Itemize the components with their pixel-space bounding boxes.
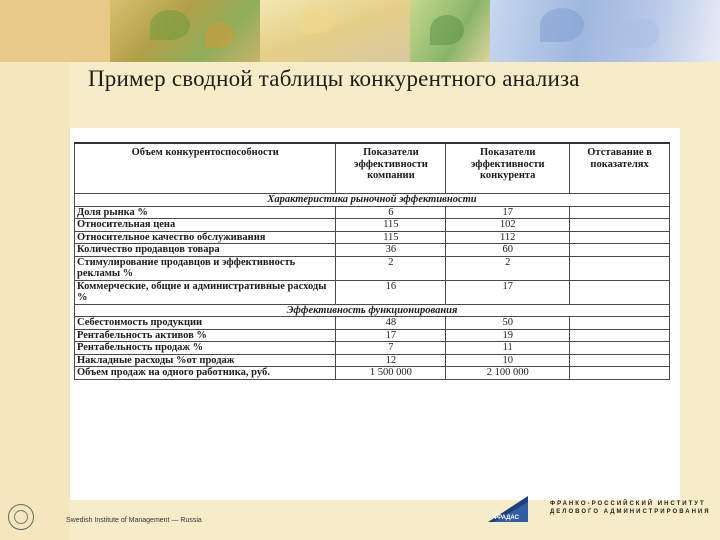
header-company: Показатели эффективности компании xyxy=(336,143,446,194)
row-name: Объем продаж на одного работника, руб. xyxy=(75,367,336,380)
competitor-value: 19 xyxy=(446,329,570,342)
competitor-value: 2 xyxy=(446,256,570,280)
sidebar-decoration xyxy=(0,62,70,540)
gap-value xyxy=(570,329,670,342)
competitor-value: 10 xyxy=(446,354,570,367)
header-capacity: Объем конкурентоспособности xyxy=(75,143,336,194)
gap-value xyxy=(570,231,670,244)
gap-value xyxy=(570,354,670,367)
company-value: 1 500 000 xyxy=(336,367,446,380)
scanned-document xyxy=(70,128,680,500)
gap-value xyxy=(570,342,670,355)
institute-name xyxy=(550,500,718,516)
gap-value xyxy=(570,317,670,330)
competitive-analysis-table xyxy=(74,142,670,380)
company-value: 12 xyxy=(336,354,446,367)
circle-emblem-icon xyxy=(8,504,34,530)
decorative-banner xyxy=(0,0,720,62)
row-name: Коммерческие, общие и административные расходы % xyxy=(75,280,336,304)
institute-line-1: ФРАНКО-РОССИЙСКИЙ ИНСТИТУТ xyxy=(550,501,706,507)
competitor-value: 50 xyxy=(446,317,570,330)
row-name: Рентабельность активов % xyxy=(75,329,336,342)
row-name: Стимулирование продавцов и эффективность рекламы % xyxy=(75,256,336,280)
company-value: 16 xyxy=(336,280,446,304)
fradas-logo-icon xyxy=(488,494,534,524)
company-value: 115 xyxy=(336,219,446,232)
row-name: Относительное качество обслуживания xyxy=(75,231,336,244)
row-name: Относительная цена xyxy=(75,219,336,232)
table-row xyxy=(75,231,670,244)
company-value: 6 xyxy=(336,206,446,219)
company-value: 36 xyxy=(336,244,446,257)
company-value: 48 xyxy=(336,317,446,330)
row-name: Накладные расходы %от продаж xyxy=(75,354,336,367)
table-row xyxy=(75,206,670,219)
section-row xyxy=(75,304,670,317)
gap-value xyxy=(570,219,670,232)
footer-source: Swedish Institute of Management — Russia xyxy=(66,517,202,524)
section-market-efficiency: Характеристика рыночной эффективности xyxy=(75,194,670,207)
table-row xyxy=(75,219,670,232)
competitor-value: 112 xyxy=(446,231,570,244)
company-value: 2 xyxy=(336,256,446,280)
slide-title: Пример сводной таблицы конкурентного анализа xyxy=(88,66,580,91)
fradas-logo-text: ФРАДАС xyxy=(493,515,519,521)
table-row xyxy=(75,354,670,367)
gap-value xyxy=(570,244,670,257)
competitor-value: 11 xyxy=(446,342,570,355)
table-row xyxy=(75,280,670,304)
company-value: 17 xyxy=(336,329,446,342)
gap-value xyxy=(570,367,670,380)
gap-value xyxy=(570,256,670,280)
institute-line-2: ДЕЛОВОГО АДМИНИСТРИРОВАНИЯ xyxy=(550,509,711,515)
competitor-value: 60 xyxy=(446,244,570,257)
row-name: Рентабельность продаж % xyxy=(75,342,336,355)
section-row xyxy=(75,194,670,207)
gap-value xyxy=(570,280,670,304)
table-row xyxy=(75,342,670,355)
table-header-row xyxy=(75,143,670,194)
company-value: 115 xyxy=(336,231,446,244)
table-row xyxy=(75,256,670,280)
row-name: Количество продавцов товара xyxy=(75,244,336,257)
section-functioning-efficiency: Эффективность функционирования xyxy=(75,304,670,317)
table-row xyxy=(75,244,670,257)
table-row xyxy=(75,317,670,330)
table-row xyxy=(75,367,670,380)
competitor-value: 17 xyxy=(446,280,570,304)
row-name: Себестоимость продукции xyxy=(75,317,336,330)
row-name: Доля рынка % xyxy=(75,206,336,219)
competitor-value: 2 100 000 xyxy=(446,367,570,380)
gap-value xyxy=(570,206,670,219)
table-row xyxy=(75,329,670,342)
competitor-value: 102 xyxy=(446,219,570,232)
header-competitor: Показатели эффективности конкурента xyxy=(446,143,570,194)
competitor-value: 17 xyxy=(446,206,570,219)
company-value: 7 xyxy=(336,342,446,355)
header-gap: Отставание в показателях xyxy=(570,143,670,194)
